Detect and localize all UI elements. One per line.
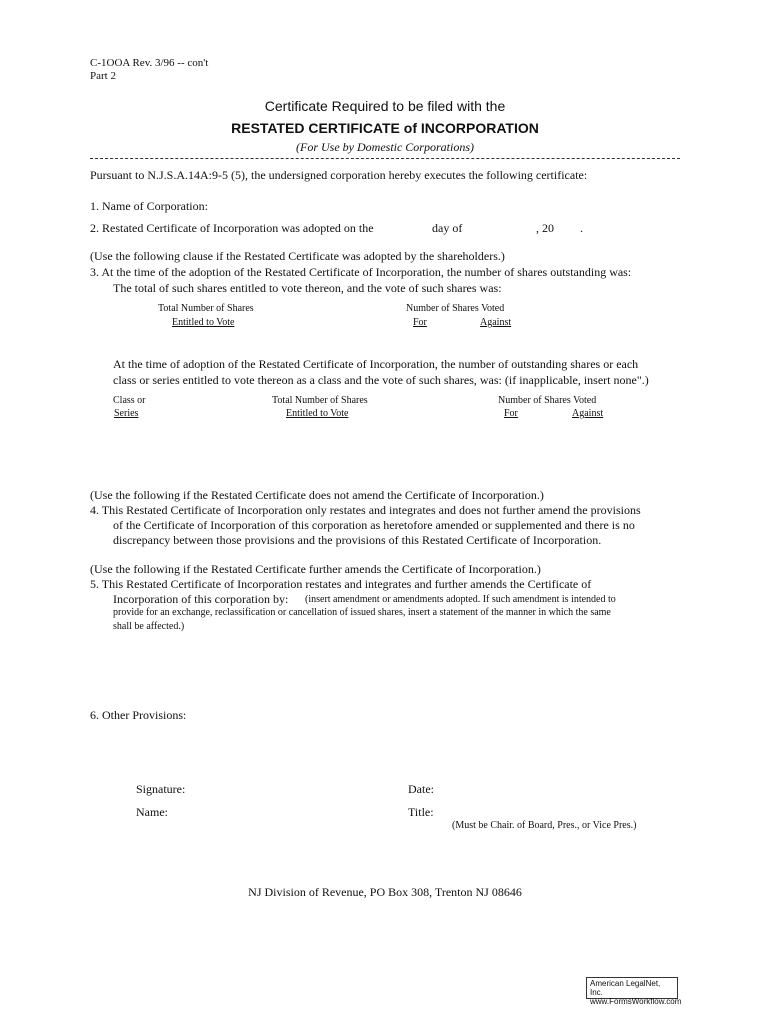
name-label: Name:	[136, 805, 168, 819]
table1-against: Against	[480, 317, 512, 328]
form-id: C-1OOA Rev. 3/96 -- con't	[90, 57, 209, 69]
footer-credit-box	[586, 977, 682, 1006]
title-note: (Must be Chair. of Board, Pres., or Vice Pres.)	[452, 820, 637, 831]
item-3-line1: 3. At the time of the adoption of the Restated Certificate of Incorporation, the number of shares outstanding was:	[90, 265, 632, 279]
table2-entitled-to-vote: Entitled to Vote	[286, 408, 349, 419]
clause-amend: (Use the following if the Restated Certificate further amends the Certificate of Incorporation.)	[90, 562, 541, 576]
table2-for: For	[504, 408, 518, 419]
item-5-line4: shall be affected.)	[113, 621, 185, 632]
item-5-line1: 5. This Restated Certificate of Incorporation restates and integrates and further amends the Certificate of	[90, 577, 592, 591]
intro-text: Pursuant to N.J.S.A.14A:9-5 (5), the undersigned corporation hereby executes the following certificate:	[90, 168, 588, 182]
date-label: Date:	[408, 782, 434, 796]
title-label: Title:	[408, 805, 434, 819]
item-4-line3: discrepancy between those provisions and the provisions of this Restated Certificate of Incorporation.	[113, 533, 602, 547]
footer-company: American LegalNet, Inc.	[590, 979, 661, 997]
dashed-divider	[90, 158, 680, 159]
clause-no-amend: (Use the following if the Restated Certificate does not amend the Certificate of Incorporation.)	[90, 488, 544, 502]
mailing-address: NJ Division of Revenue, PO Box 308, Trenton NJ 08646	[248, 885, 522, 899]
table2-total-shares: Total Number of Shares	[272, 395, 368, 406]
title-subtitle: (For Use by Domestic Corporations)	[296, 140, 474, 154]
item-4-line2: of the Certificate of Incorporation of this corporation as heretofore amended or supplemented and there is no	[113, 518, 635, 532]
item-4-line1: 4. This Restated Certificate of Incorporation only restates and integrates and does not further amend the provisions	[90, 503, 641, 517]
item-5-line2: Incorporation of this corporation by:	[113, 592, 289, 606]
class-para-line2: class or series entitled to vote thereon as a class and the vote of such shares, was: (if inapplicable, insert none".)	[113, 373, 649, 387]
item-2-period: .	[580, 221, 583, 235]
footer-website: www.FormsWorkflow.com	[590, 997, 682, 1006]
item-5-line3: provide for an exchange, reclassification or cancellation of issued shares, insert a statement of the manner in which the same	[113, 607, 611, 618]
title-line1: Certificate Required to be filed with the	[264, 98, 506, 114]
table2-against: Against	[572, 408, 604, 419]
item-2-year: , 20	[536, 221, 554, 235]
item-2-adopted-on: 2. Restated Certificate of Incorporation was adopted on the	[90, 221, 374, 235]
table1-total-shares: Total Number of Shares	[158, 303, 254, 314]
item-1-name-of-corporation: 1. Name of Corporation:	[90, 199, 208, 213]
class-para-line1: At the time of adoption of the Restated Certificate of Incorporation, the number of outstanding shares or each	[113, 357, 639, 371]
table1-for: For	[413, 317, 427, 328]
signature-label: Signature:	[136, 782, 186, 796]
clause-shareholders: (Use the following clause if the Restated Certificate was adopted by the shareholders.)	[90, 249, 505, 263]
item-5-line2-note: (insert amendment or amendments adopted. If such amendment is intended to	[305, 594, 616, 605]
item-3-line2: The total of such shares entitled to vote thereon, and the vote of such shares was:	[113, 281, 502, 295]
title-line2: RESTATED CERTIFICATE of INCORPORATION	[231, 120, 539, 136]
table1-shares-voted: Number of Shares Voted	[406, 303, 505, 314]
item-6-other-provisions: 6. Other Provisions:	[90, 708, 187, 722]
table2-class: Class or	[113, 395, 146, 406]
form-part: Part 2	[90, 70, 116, 82]
table2-shares-voted: Number of Shares Voted	[498, 395, 597, 406]
table1-entitled-to-vote: Entitled to Vote	[172, 317, 235, 328]
table2-series: Series	[114, 408, 139, 419]
item-2-day-of: day of	[432, 221, 463, 235]
